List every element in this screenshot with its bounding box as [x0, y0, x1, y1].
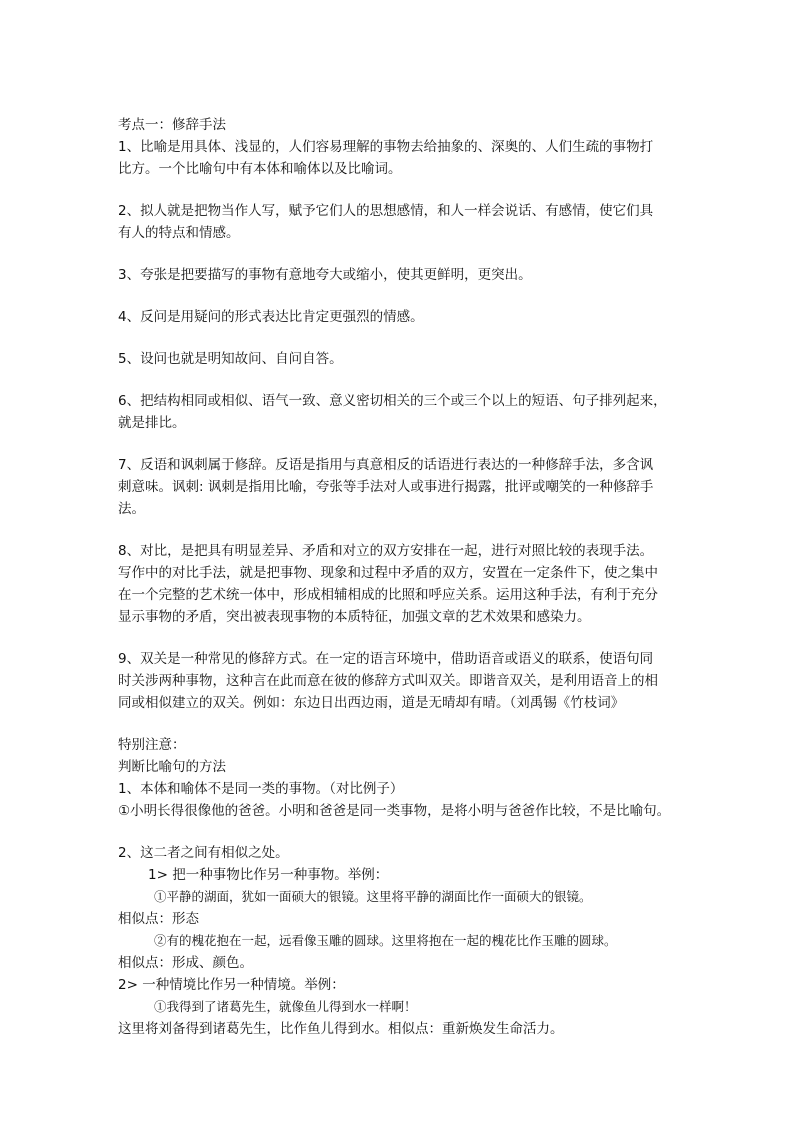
notes-point-1-example: ①小明长得很像他的爸爸。小明和爸爸是同一类事物，是将小明与爸爸作比较，不是比喻句。 [118, 803, 671, 819]
paragraph-personification [118, 200, 678, 244]
paragraph-parallelism [118, 390, 678, 434]
paragraph-gap [118, 822, 678, 842]
paragraph-gap [118, 286, 678, 306]
text-line: 比方。一个比喻句中有本体和喻体以及比喻词。 [118, 161, 402, 177]
text-line: 8、对比，是把具有明显差异、矛盾和对立的双方安排在一起，进行对照比较的表现手法。 [118, 543, 654, 559]
paragraph-gap [118, 370, 678, 390]
paragraph-rhetorical-question [118, 306, 678, 328]
notes-point-2: 2、这二者之间有相似之处。 [118, 845, 289, 861]
paragraph-irony [118, 454, 678, 520]
text-line: 4、反问是用疑问的形式表达比肯定更强烈的情感。 [118, 309, 424, 325]
paragraph-gap [118, 328, 678, 348]
paragraph-gap [118, 180, 678, 200]
document-page [118, 114, 678, 1040]
text-line: 1、比喻是用具体、浅显的，人们容易理解的事物去给抽象的、深奥的、人们生疏的事物打 [118, 139, 654, 155]
section-heading: 考点一：修辞手法 [118, 117, 226, 133]
text-line: 显示事物的矛盾，突出被表现事物的本质特征，加强文章的艺术效果和感染力。 [118, 609, 591, 625]
notes-sub-point-2: 2> 一种情境比作另一种情境。举例： [118, 977, 345, 993]
text-line: 9、双关是一种常见的修辞方式。在一定的语言环境中，借助语音或语义的联系，使语句同 [118, 651, 654, 667]
text-line: 7、反语和讽刺属于修辞。反语是指用与真意相反的话语进行表达的一种修辞手法，多含讽 [118, 457, 654, 473]
notes-example-line: ①平静的湖面，犹如一面硕大的银镜。这里将平静的湖面比作一面硕大的银镜。 [154, 889, 592, 904]
notes-subtitle: 判断比喻句的方法 [118, 759, 226, 775]
text-line: 3、夸张是把要描写的事物有意地夸大或缩小，使其更鲜明，更突出。 [118, 267, 532, 283]
text-line: 刺意味。讽刺: 讽刺是指用比喻，夸张等手法对人或事进行揭露，批评或嘲笑的一种修辞手 [118, 479, 654, 495]
notes-point-1: 1、本体和喻体不是同一类的事物。（对比例子） [118, 781, 404, 797]
paragraph-pun [118, 648, 678, 714]
text-line: 6、把结构相同或相似、语气一致、意义密切相关的三个或三个以上的短语、句子排列起来， [118, 393, 667, 409]
paragraph-gap [118, 628, 678, 648]
notes-example-line: ②有的槐花抱在一起，远看像玉雕的圆球。这里将抱在一起的槐花比作玉雕的圆球。 [154, 933, 617, 948]
paragraph-self-question [118, 348, 678, 370]
paragraph-gap [118, 714, 678, 734]
text-line: 写作中的对比手法，就是把事物、现象和过程中矛盾的双方，安置在一定条件下，使之集中 [118, 565, 658, 581]
text-line: 同或相似建立的双关。例如：东边日出西边雨，道是无晴却有晴。（刘禹锡《竹枝词》 [118, 695, 625, 711]
text-line: 在一个完整的艺术统一体中，形成相辅相成的比照和呼应关系。运用这种手法，有利于充分 [118, 587, 658, 603]
notes-conclusion: 这里将刘备得到诸葛先生，比作鱼儿得到水。相似点：重新焕发生命活力。 [118, 1021, 564, 1037]
notes-similarity: 相似点：形成、颜色。 [118, 955, 253, 971]
notes-title: 特别注意： [118, 737, 186, 753]
notes-example-line: ①我得到了诸葛先生，就像鱼儿得到水一样啊！ [154, 999, 417, 1014]
paragraph-gap [118, 434, 678, 454]
text-line: 2、拟人就是把物当作人写，赋予它们人的思想感情，和人一样会说话、有感情，使它们具 [118, 203, 654, 219]
text-line: 法。 [118, 501, 145, 517]
notes-sub-point-1: 1> 把一种事物比作另一种事物。举例： [148, 867, 389, 883]
paragraph-contrast [118, 540, 678, 628]
text-line: 就是排比。 [118, 415, 186, 431]
text-line: 时关涉两种事物，这种言在此而意在彼的修辞方式叫双关。即谐音双关，是利用语音上的相 [118, 673, 658, 689]
notes-block [118, 734, 678, 1040]
paragraph-gap [118, 244, 678, 264]
text-line: 5、设问也就是明知故问、自问自答。 [118, 351, 343, 367]
paragraph-metaphor [118, 136, 678, 180]
notes-similarity: 相似点：形态 [118, 911, 199, 927]
paragraph-hyperbole [118, 264, 678, 286]
paragraph-gap [118, 520, 678, 540]
text-line: 有人的特点和情感。 [118, 225, 240, 241]
